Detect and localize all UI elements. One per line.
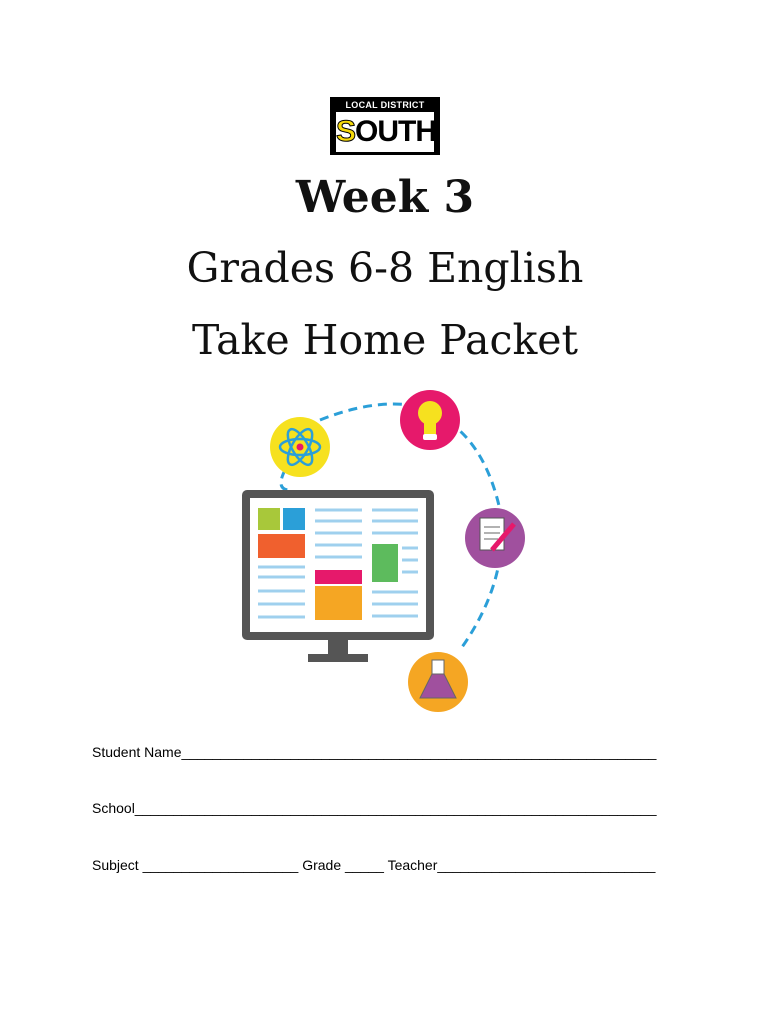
computer-monitor-icon	[242, 490, 434, 662]
logo-rest-letters: OUTH	[355, 115, 437, 148]
page-title-week: Week 3	[295, 172, 475, 223]
logo-s-letter: S	[336, 115, 356, 148]
student-name-field[interactable]: Student Name_____________________________________________________________	[92, 744, 657, 760]
document-pencil-icon	[465, 508, 525, 568]
logo-top-text: LOCAL DISTRICT	[345, 100, 425, 110]
lightbulb-icon	[400, 390, 460, 450]
atom-icon	[270, 417, 330, 477]
logo-main-text	[336, 112, 437, 152]
learning-illustration	[230, 380, 540, 720]
district-logo	[330, 97, 440, 155]
school-field[interactable]: School___________________________________________________________________	[92, 800, 657, 816]
page-title-packet: Take Home Packet	[191, 316, 579, 364]
subject-grade-teacher-field[interactable]: Subject ____________________ Grade _____ Teacher____________________________	[92, 857, 656, 873]
page-title-grades: Grades 6-8 English	[186, 244, 584, 292]
flask-icon	[408, 652, 468, 712]
